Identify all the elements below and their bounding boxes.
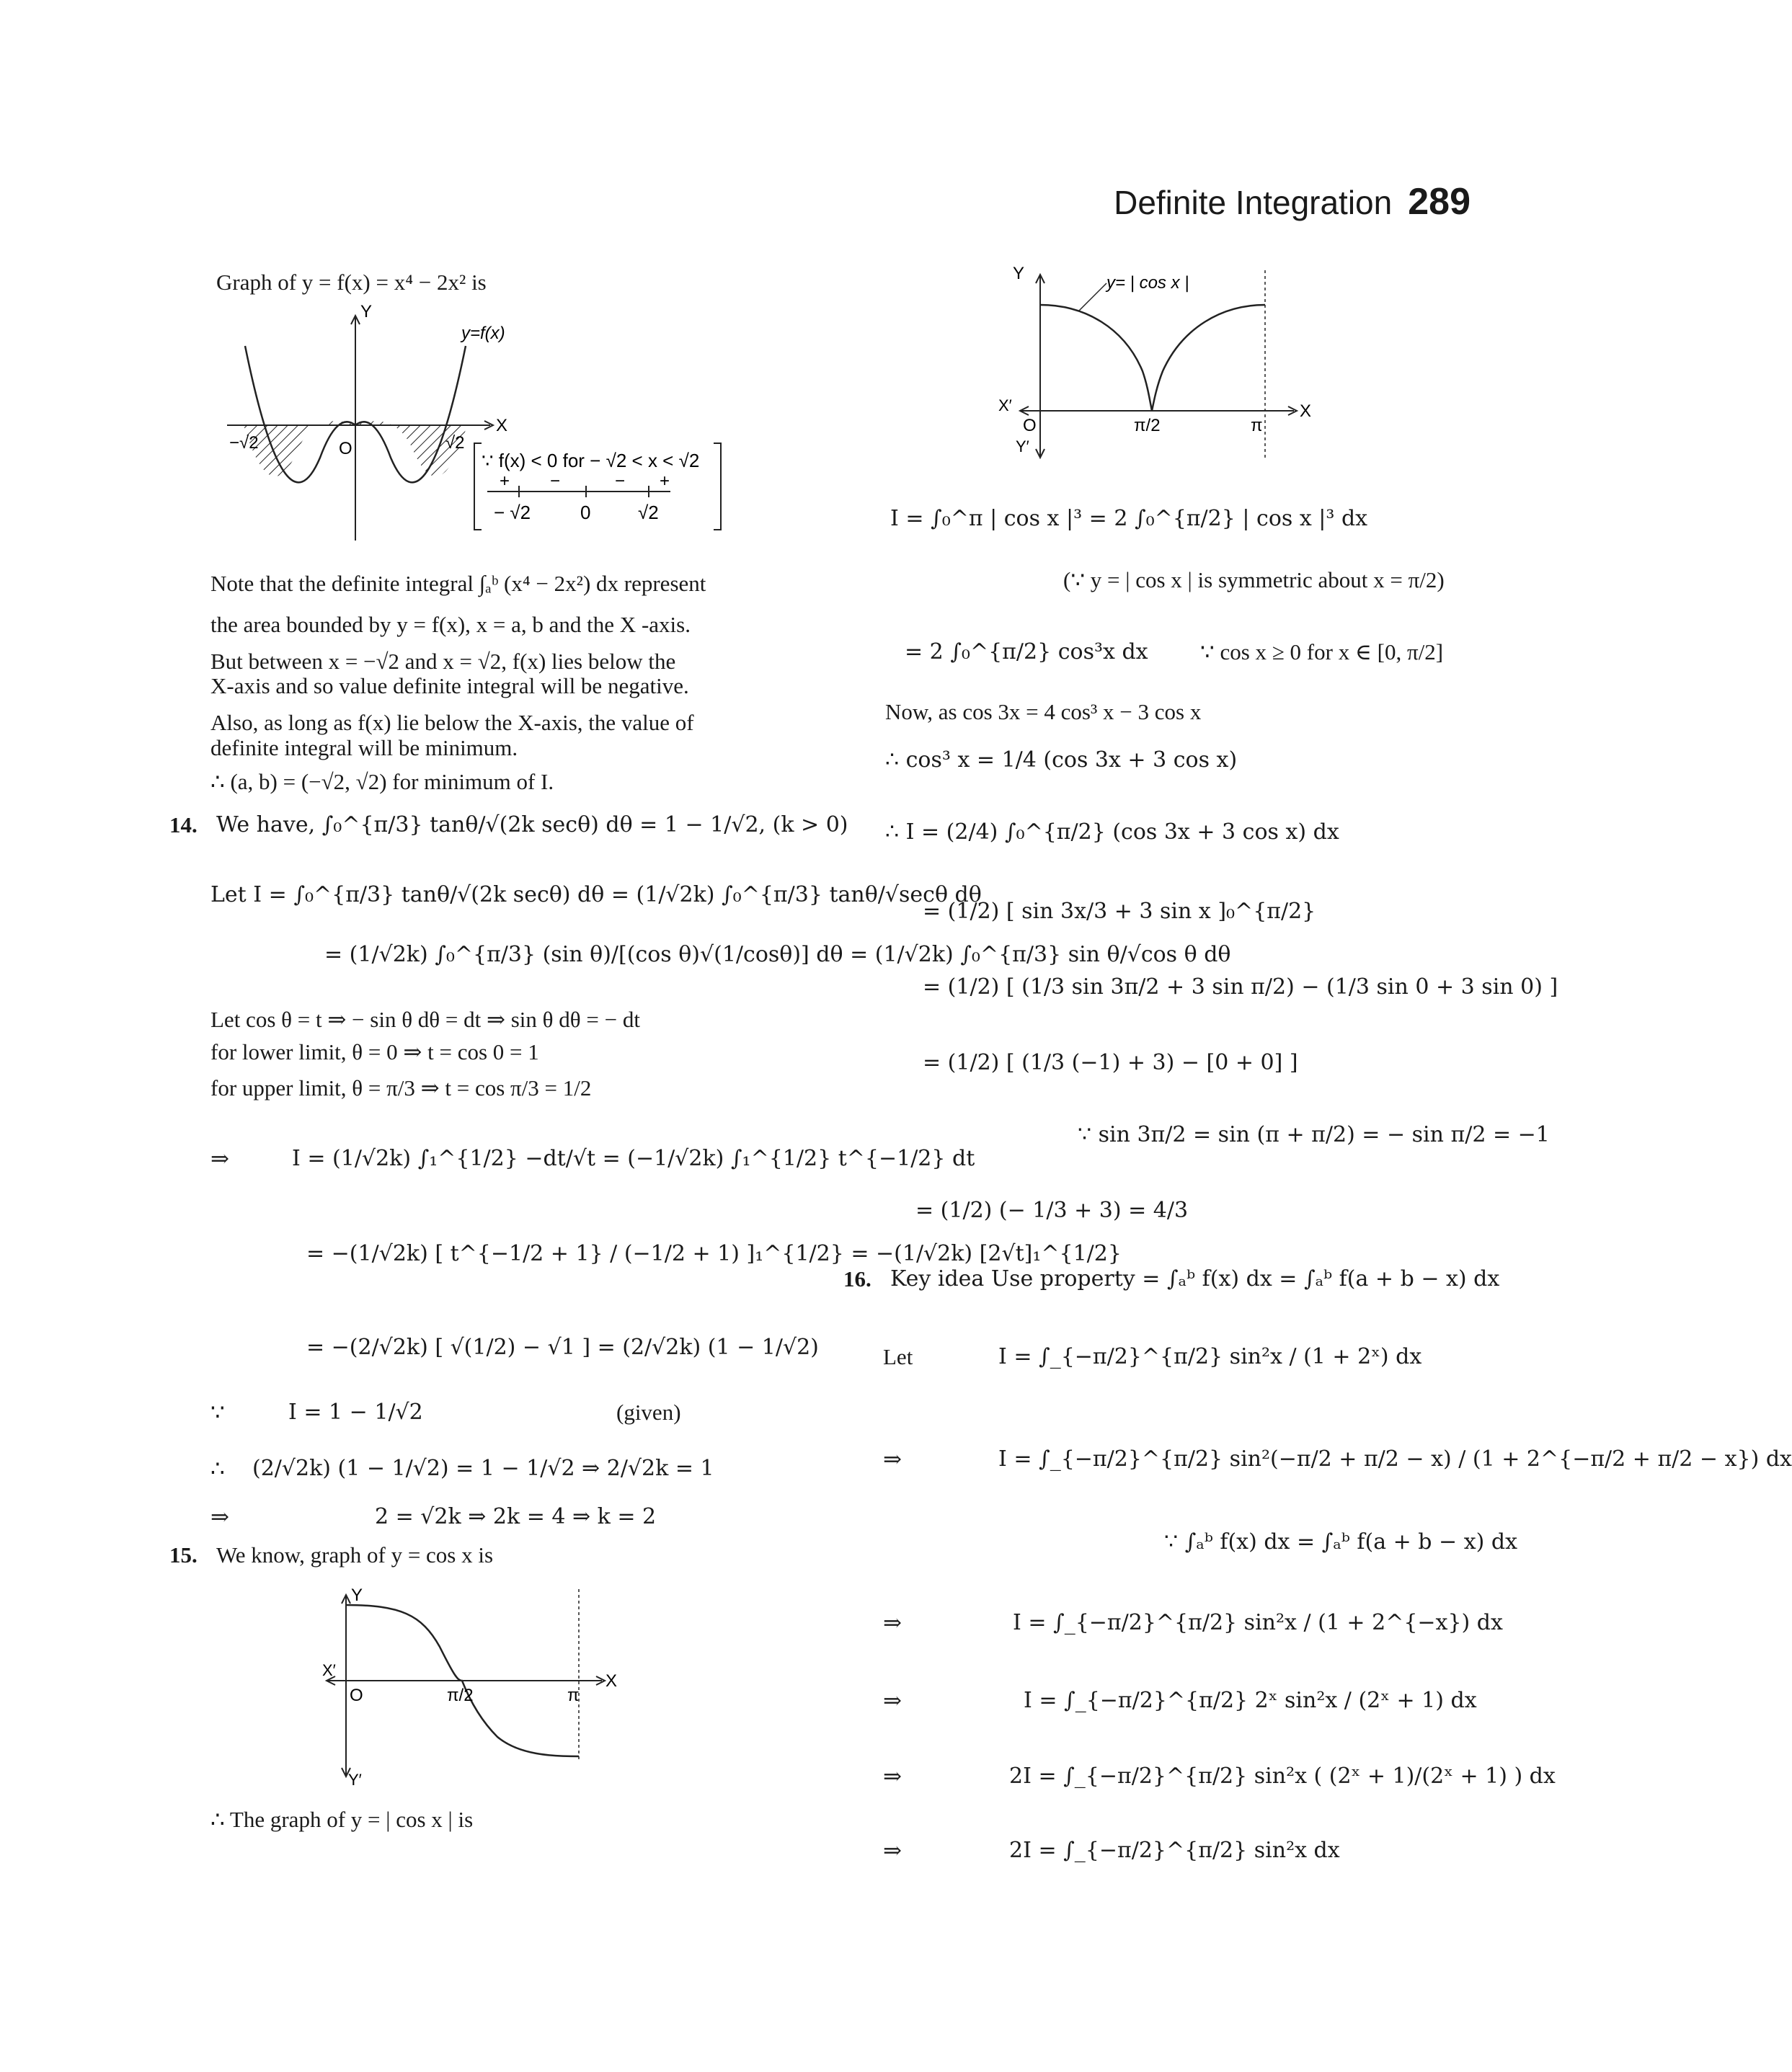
tick-pos-root: √2 (638, 502, 659, 523)
origin-label: O (1023, 416, 1037, 435)
y-axis-label: Y (360, 302, 373, 321)
q16-line-7: 2I = ∫_{−π/2}^{π/2} sin²x ( (2ˣ + 1)/(2ˣ + 1) ) dx (1009, 1764, 1556, 1789)
x-axis-label: X (606, 1671, 618, 1691)
q16-line-6: I = ∫_{−π/2}^{π/2} 2ˣ sin²x / (2ˣ + 1) dx (1024, 1688, 1477, 1713)
q16-line-1: Key idea Use property = ∫ₐᵇ f(x) dx = ∫ₐᵇ f(a + b − x) dx (890, 1266, 1500, 1291)
page-header (1114, 180, 1471, 223)
r-line-9: = (1/2) [ (1/3 (−1) + 3) − [0 + 0] ] (923, 1050, 1298, 1075)
q14-line-12-symbol: ⇒ (210, 1504, 229, 1529)
q14-line-12: 2 = √2k ⇒ 2k = 4 ⇒ k = 2 (375, 1504, 657, 1529)
q14-line-2: Let I = ∫₀^{π/3} tanθ/√(2k secθ) dθ = (1/√2k) ∫₀^{π/3} tanθ/√secθ dθ (210, 882, 982, 907)
abs-cosine-left-arc (1040, 305, 1152, 411)
curve-label-leader (1079, 283, 1106, 311)
q16-let: Let (883, 1344, 913, 1369)
r-line-2: (∵ y = | cos x | is symmetric about x = π/2) (1063, 567, 1445, 592)
graph-quartic (216, 303, 735, 541)
x-neg-label: X′ (998, 396, 1012, 414)
pi-label: π (1251, 416, 1263, 435)
sign-3: − (615, 471, 626, 491)
box-right-bracket (714, 443, 721, 530)
q14-line-8: = −(1/√2k) [ t^{−1/2 + 1} / (−1/2 + 1) ]₁^{1/2} = −(1/√2k) [2√t]₁^{1/2} (306, 1241, 1122, 1266)
q14-line-4: Let cos θ = t ⇒ − sin θ dθ = dt ⇒ sin θ dθ = − dt (210, 1007, 640, 1032)
q16-line-7-symbol: ⇒ (883, 1764, 902, 1789)
r-line-5: ∴ cos³ x = 1/4 (cos 3x + 3 cos x) (885, 747, 1238, 773)
r-line-11: = (1/2) (− 1/3 + 3) = 4/3 (915, 1198, 1189, 1223)
pi-label: π (567, 1686, 580, 1705)
q14-line-10: I = 1 − 1/√2 (288, 1400, 423, 1425)
r-line-7: = (1/2) [ sin 3x/3 + 3 sin x ]₀^{π/2} (923, 899, 1316, 924)
question-15-number: 15. (169, 1542, 198, 1568)
pos-root-label: √2 (445, 433, 465, 453)
note-line-5: Also, as long as f(x) lie below the X-axis, the value of (210, 710, 694, 735)
r-line-8: = (1/2) [ (1/3 sin 3π/2 + 3 sin π/2) − (1/3 sin 0 + 3 sin 0) ] (923, 974, 1558, 1000)
y-neg-label: Y′ (1016, 437, 1029, 455)
x-axis-label: X (1300, 401, 1312, 421)
half-pi-label: π/2 (1134, 416, 1161, 435)
q14-given-note: (given) (616, 1400, 681, 1425)
y-axis-label: Y (351, 1586, 363, 1605)
sign-4: + (660, 471, 670, 491)
page-number: 289 (1408, 181, 1471, 223)
sign-1: + (500, 471, 510, 491)
box-condition: ∵ f(x) < 0 for − √2 < x < √2 (482, 450, 700, 471)
note-line-3: But between x = −√2 and x = √2, f(x) lies below the (210, 649, 676, 674)
r-line-3: = 2 ∫₀^{π/2} cos³x dx (905, 639, 1148, 664)
y-axis-label: Y (1013, 264, 1025, 283)
q16-line-3-symbol: ⇒ (883, 1446, 902, 1472)
curve-label: y=f(x) (461, 324, 505, 343)
q16-line-4: ∵ ∫ₐᵇ f(x) dx = ∫ₐᵇ f(a + b − x) dx (1164, 1529, 1517, 1555)
q15-line-1: We know, graph of y = cos x is (216, 1542, 494, 1568)
note-line-6: definite integral will be minimum. (210, 735, 518, 760)
note-line-7: ∴ (a, b) = (−√2, √2) for minimum of I. (210, 769, 554, 794)
q16-line-5: I = ∫_{−π/2}^{π/2} sin²x / (1 + 2^{−x}) dx (1013, 1610, 1503, 1635)
abs-cosine-right-arc (1152, 305, 1265, 411)
q14-line-3: = (1/√2k) ∫₀^{π/3} (sin θ)/[(cos θ)√(1/cosθ)] dθ = (1/√2k) ∫₀^{π/3} sin θ/√cos θ dθ (324, 942, 1231, 967)
q16-line-6-symbol: ⇒ (883, 1688, 902, 1713)
y-neg-label: Y′ (348, 1771, 362, 1789)
q14-line-7-symbol: ⇒ (210, 1146, 229, 1171)
q15-line-2: ∴ The graph of y = | cos x | is (210, 1807, 474, 1832)
graph1-intro: Graph of y = f(x) = x⁴ − 2x² is (216, 270, 487, 295)
origin-label: O (350, 1686, 363, 1705)
q16-line-3: I = ∫_{−π/2}^{π/2} sin²(−π/2 + π/2 − x) / (1 + 2^{−π/2 + π/2 − x}) dx (998, 1446, 1792, 1472)
note-line-4: X-axis and so value definite integral will be negative. (210, 673, 689, 698)
q16-line-5-symbol: ⇒ (883, 1610, 902, 1635)
half-pi-label: π/2 (447, 1686, 474, 1705)
r-line-3-note: ∵ cos x ≥ 0 for x ∈ [0, π/2] (1200, 639, 1444, 664)
r-line-6: ∴ I = (2/4) ∫₀^{π/2} (cos 3x + 3 cos x) dx (885, 819, 1339, 845)
sign-2: − (550, 471, 561, 491)
origin-label: O (339, 439, 352, 458)
q14-line-7: I = (1/√2k) ∫₁^{1/2} −dt/√t = (−1/√2k) ∫₁^{1/2} t^{−1/2} dt (292, 1146, 975, 1171)
q14-line-5: for lower limit, θ = 0 ⇒ t = cos 0 = 1 (210, 1039, 539, 1064)
neg-root-label: −√2 (229, 433, 259, 453)
tick-neg-root: − √2 (494, 502, 531, 523)
q16-line-8-symbol: ⇒ (883, 1838, 902, 1863)
r-line-1: I = ∫₀^π | cos x |³ = 2 ∫₀^{π/2} | cos x |³ dx (890, 506, 1368, 531)
tick-zero: 0 (580, 502, 591, 523)
question-14-number: 14. (169, 812, 198, 837)
q14-line-1: We have, ∫₀^{π/3} tanθ/√(2k secθ) dθ = 1 − 1/√2, (k > 0) (216, 812, 848, 837)
r-line-10: ∵ sin 3π/2 = sin (π + π/2) = − sin π/2 = −1 (1078, 1122, 1550, 1147)
curve-label: y= | cos x | (1106, 273, 1189, 293)
q16-line-2: I = ∫_{−π/2}^{π/2} sin²x / (1 + 2ˣ) dx (998, 1344, 1422, 1369)
question-16-number: 16. (843, 1266, 871, 1291)
graph-cosine (314, 1582, 645, 1787)
box-left-bracket (474, 443, 482, 530)
note-line-1: Note that the definite integral ∫ₐᵇ (x⁴ − 2x²) dx represent (210, 571, 706, 596)
x-axis-label: X (496, 416, 508, 435)
chapter-title: Definite Integration (1114, 184, 1393, 221)
q16-line-8: 2I = ∫_{−π/2}^{π/2} sin²x dx (1009, 1838, 1340, 1863)
q14-line-11-symbol: ∴ (210, 1456, 225, 1481)
q14-line-9: = −(2/√2k) [ √(1/2) − √1 ] = (2/√2k) (1 − 1/√2) (306, 1335, 819, 1360)
q14-line-11: (2/√2k) (1 − 1/√2) = 1 − 1/√2 ⇒ 2/√2k = 1 (252, 1456, 714, 1481)
note-line-2: the area bounded by y = f(x), x = a, b and the X -axis. (210, 612, 691, 637)
x-neg-label: X′ (322, 1661, 336, 1679)
q14-line-6: for upper limit, θ = π/3 ⇒ t = cos π/3 = 1/2 (210, 1075, 592, 1101)
graph-abs-cosine (998, 263, 1330, 468)
q14-line-10-symbol: ∵ (210, 1400, 225, 1425)
r-line-4: Now, as cos 3x = 4 cos³ x − 3 cos x (885, 699, 1202, 724)
